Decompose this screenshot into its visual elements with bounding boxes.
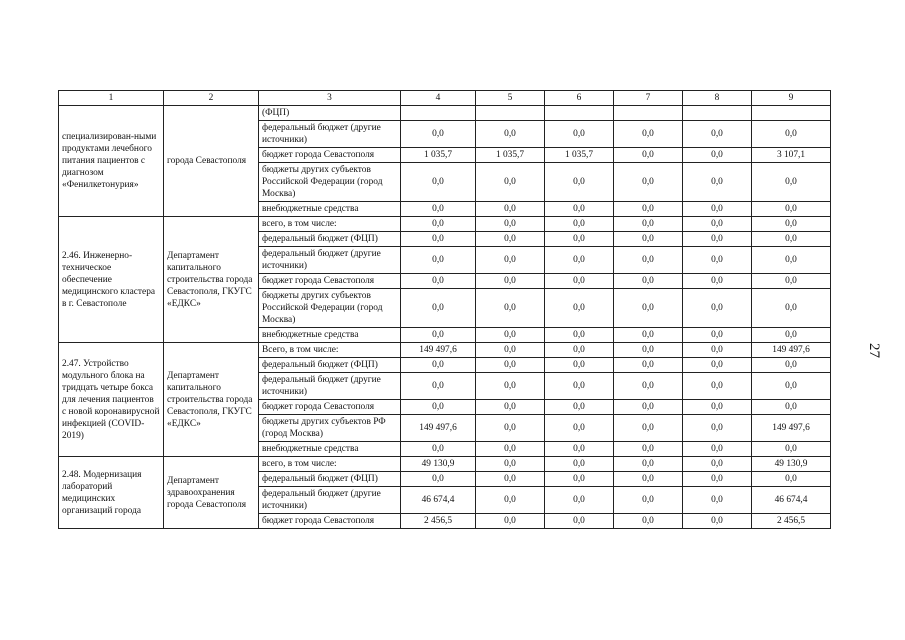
value-cell: 0,0 [476,487,545,514]
value-cell: 0,0 [683,358,752,373]
value-cell: 0,0 [752,202,831,217]
value-cell: 0,0 [752,373,831,400]
value-cell: 0,0 [476,400,545,415]
measure-name-cell: 2.47. Устройство модульного блока на тридцать четыре бокса для лечения пациентов с новой коронавирусной инфекцией (COVID-2019) [59,343,164,457]
funding-source-cell: Всего, в том числе: [259,343,401,358]
value-cell: 0,0 [476,217,545,232]
value-cell: 0,0 [752,163,831,202]
value-cell: 0,0 [752,121,831,148]
value-cell: 49 130,9 [752,457,831,472]
value-cell: 0,0 [545,274,614,289]
executor-cell: города Севастополя [164,106,259,217]
value-cell: 0,0 [752,358,831,373]
value-cell: 0,0 [476,457,545,472]
funding-source-cell: федеральный бюджет (другие источники) [259,373,401,400]
value-cell: 0,0 [545,232,614,247]
value-cell: 0,0 [545,217,614,232]
value-cell: 46 674,4 [401,487,476,514]
value-cell: 0,0 [545,400,614,415]
value-cell: 0,0 [401,400,476,415]
value-cell: 0,0 [545,289,614,328]
value-cell: 0,0 [683,415,752,442]
value-cell: 149 497,6 [752,343,831,358]
funding-source-cell: бюджеты других субъектов Российской Федерации (город Москва) [259,163,401,202]
value-cell: 0,0 [476,472,545,487]
value-cell: 0,0 [683,289,752,328]
value-cell: 0,0 [614,217,683,232]
table-row [59,106,831,121]
value-cell: 0,0 [476,442,545,457]
value-cell: 0,0 [614,400,683,415]
value-cell: 0,0 [683,232,752,247]
value-cell: 0,0 [683,487,752,514]
value-cell: 0,0 [476,328,545,343]
header-col-9: 9 [752,91,831,106]
value-cell: 0,0 [614,202,683,217]
header-col-1: 1 [59,91,164,106]
measure-name-cell: 2.48. Модернизация лабораторий медицинских организаций города [59,457,164,529]
value-cell: 0,0 [683,217,752,232]
value-cell: 0,0 [683,148,752,163]
funding-source-cell: федеральный бюджет (ФЦП) [259,472,401,487]
value-cell: 3 107,1 [752,148,831,163]
value-cell: 2 456,5 [752,514,831,529]
value-cell: 0,0 [476,514,545,529]
value-cell: 0,0 [614,487,683,514]
value-cell: 0,0 [683,472,752,487]
value-cell: 0,0 [752,232,831,247]
funding-source-cell: всего, в том числе: [259,457,401,472]
value-cell: 49 130,9 [401,457,476,472]
funding-source-cell: бюджеты других субъектов РФ (город Москва) [259,415,401,442]
value-cell: 0,0 [683,400,752,415]
measure-name-cell: 2.46. Инженерно-техническое обеспечение медицинского кластера в г. Севастополе [59,217,164,343]
page-number: 27 [866,343,882,358]
value-cell: 0,0 [614,442,683,457]
value-cell: 1 035,7 [476,148,545,163]
value-cell [614,106,683,121]
funding-source-cell: бюджеты других субъектов Российской Федерации (город Москва) [259,289,401,328]
value-cell: 0,0 [545,163,614,202]
value-cell: 0,0 [545,121,614,148]
value-cell [683,106,752,121]
value-cell: 0,0 [614,514,683,529]
table-header [59,91,831,106]
value-cell: 0,0 [476,289,545,328]
header-col-4: 4 [401,91,476,106]
value-cell: 0,0 [401,247,476,274]
value-cell: 0,0 [683,202,752,217]
value-cell: 149 497,6 [401,415,476,442]
funding-source-cell: внебюджетные средства [259,442,401,457]
value-cell: 0,0 [545,472,614,487]
value-cell: 0,0 [614,328,683,343]
value-cell: 0,0 [752,289,831,328]
value-cell: 0,0 [545,328,614,343]
table-row [59,457,831,472]
value-cell: 0,0 [752,247,831,274]
value-cell: 0,0 [614,415,683,442]
value-cell: 0,0 [401,373,476,400]
header-col-7: 7 [614,91,683,106]
value-cell: 46 674,4 [752,487,831,514]
value-cell: 0,0 [401,328,476,343]
value-cell [476,106,545,121]
value-cell: 0,0 [476,121,545,148]
value-cell: 0,0 [683,373,752,400]
header-col-8: 8 [683,91,752,106]
value-cell: 0,0 [476,274,545,289]
value-cell: 0,0 [545,514,614,529]
executor-cell: Департамент здравоохранения города Севастополя [164,457,259,529]
value-cell: 0,0 [476,163,545,202]
funding-source-cell: (ФЦП) [259,106,401,121]
value-cell: 149 497,6 [752,415,831,442]
value-cell: 0,0 [476,202,545,217]
funding-source-cell: бюджет города Севастополя [259,274,401,289]
value-cell: 0,0 [614,232,683,247]
funding-source-cell: бюджет города Севастополя [259,514,401,529]
value-cell: 2 456,5 [401,514,476,529]
value-cell [752,106,831,121]
funding-source-cell: внебюджетные средства [259,328,401,343]
value-cell: 0,0 [683,274,752,289]
value-cell: 0,0 [545,442,614,457]
value-cell: 0,0 [683,514,752,529]
value-cell: 0,0 [752,472,831,487]
value-cell: 0,0 [683,457,752,472]
value-cell: 1 035,7 [401,148,476,163]
value-cell: 0,0 [401,442,476,457]
value-cell: 0,0 [683,442,752,457]
value-cell: 0,0 [545,373,614,400]
value-cell: 0,0 [545,343,614,358]
value-cell: 0,0 [614,163,683,202]
value-cell: 0,0 [614,343,683,358]
table-body [59,106,831,529]
header-col-5: 5 [476,91,545,106]
value-cell: 0,0 [545,487,614,514]
value-cell [545,106,614,121]
funding-source-cell: федеральный бюджет (другие источники) [259,121,401,148]
value-cell: 0,0 [614,472,683,487]
table-row [59,343,831,358]
value-cell: 0,0 [401,121,476,148]
value-cell: 0,0 [476,415,545,442]
value-cell: 0,0 [752,217,831,232]
value-cell: 0,0 [545,247,614,274]
funding-source-cell: федеральный бюджет (другие источники) [259,247,401,274]
funding-source-cell: всего, в том числе: [259,217,401,232]
value-cell: 0,0 [476,247,545,274]
funding-source-cell: федеральный бюджет (ФЦП) [259,232,401,247]
funding-source-cell: внебюджетные средства [259,202,401,217]
value-cell: 0,0 [401,163,476,202]
value-cell: 0,0 [401,274,476,289]
value-cell: 0,0 [401,217,476,232]
funding-source-cell: бюджет города Севастополя [259,400,401,415]
measure-name-cell: специализирован-ными продуктами лечебного питания пациентов с диагнозом «Фенилкетонурия» [59,106,164,217]
value-cell: 0,0 [614,247,683,274]
value-cell: 0,0 [545,358,614,373]
value-cell: 0,0 [476,358,545,373]
value-cell: 0,0 [476,373,545,400]
funding-source-cell: бюджет города Севастополя [259,148,401,163]
funding-source-cell: федеральный бюджет (ФЦП) [259,358,401,373]
value-cell: 0,0 [401,232,476,247]
value-cell: 0,0 [476,232,545,247]
value-cell: 0,0 [752,274,831,289]
executor-cell: Департамент капитального строительства города Севастополя, ГКУГС «ЕДКС» [164,217,259,343]
header-col-3: 3 [259,91,401,106]
value-cell: 0,0 [614,457,683,472]
value-cell: 0,0 [683,247,752,274]
value-cell: 0,0 [683,121,752,148]
value-cell: 0,0 [545,202,614,217]
value-cell: 0,0 [614,274,683,289]
value-cell: 0,0 [683,343,752,358]
value-cell: 0,0 [401,289,476,328]
value-cell: 0,0 [752,328,831,343]
header-col-2: 2 [164,91,259,106]
value-cell: 0,0 [752,442,831,457]
value-cell: 0,0 [401,202,476,217]
value-cell: 0,0 [614,289,683,328]
value-cell: 0,0 [545,457,614,472]
budget-table [58,90,831,529]
value-cell: 0,0 [614,121,683,148]
value-cell: 0,0 [401,472,476,487]
value-cell: 0,0 [683,163,752,202]
value-cell: 0,0 [476,343,545,358]
value-cell: 0,0 [614,148,683,163]
funding-source-cell: федеральный бюджет (другие источники) [259,487,401,514]
value-cell: 0,0 [683,328,752,343]
value-cell: 0,0 [614,358,683,373]
value-cell: 149 497,6 [401,343,476,358]
value-cell: 0,0 [614,373,683,400]
executor-cell: Департамент капитального строительства города Севастополя, ГКУГС «ЕДКС» [164,343,259,457]
table-row [59,217,831,232]
value-cell [401,106,476,121]
value-cell: 1 035,7 [545,148,614,163]
value-cell: 0,0 [752,400,831,415]
value-cell: 0,0 [545,415,614,442]
value-cell: 0,0 [401,358,476,373]
header-col-6: 6 [545,91,614,106]
